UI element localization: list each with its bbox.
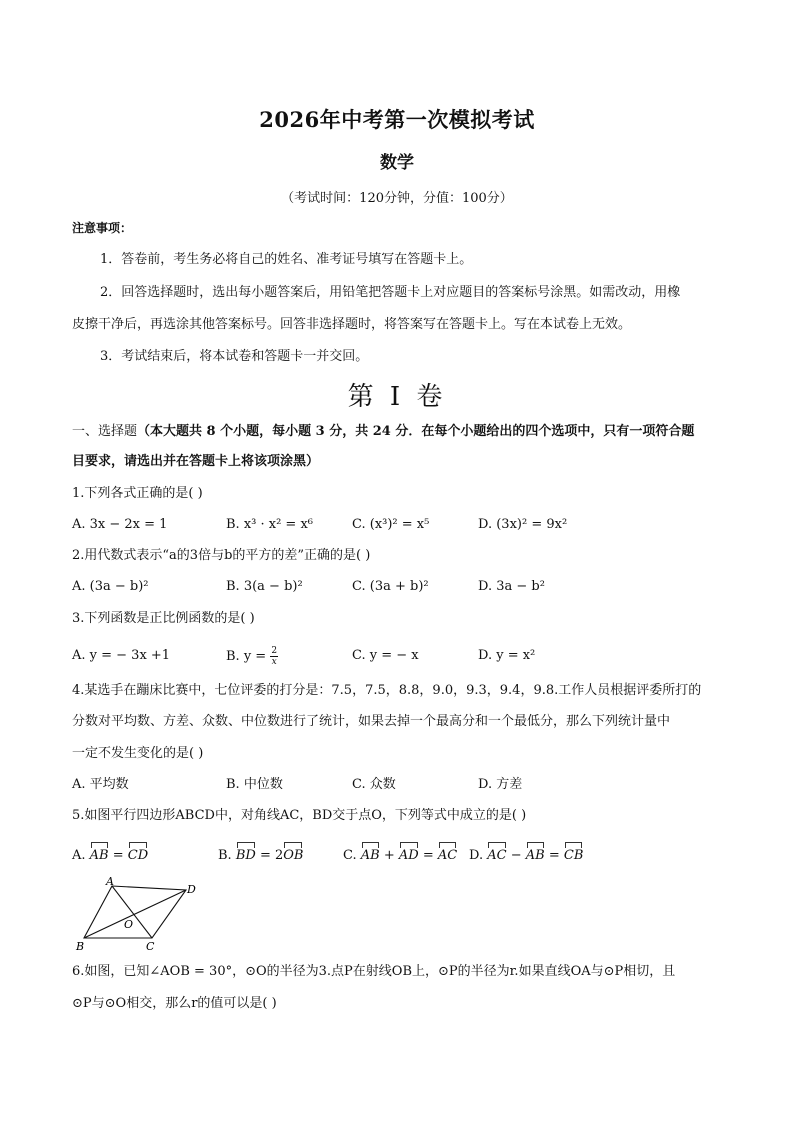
- q4-line-3: 一定不发生变化的是( ): [72, 746, 204, 761]
- equals-sign: =: [108, 848, 128, 863]
- notice-item-1: 1．答卷前，考生务必将自己的姓名、准考证号填写在答题卡上。: [100, 252, 473, 267]
- q3-option-b-prefix: B. y =: [226, 649, 267, 664]
- vector-ac: AC: [438, 842, 457, 866]
- vector-ab: AB: [90, 842, 109, 866]
- label-a: A: [106, 876, 114, 888]
- q3-option-a: A. y = − 3x +1: [72, 648, 171, 663]
- part1-description: [72, 422, 694, 442]
- part1-lead: 一、选择题: [72, 424, 138, 439]
- q6-line-2: ⊙P与⊙O相交，那么r的值可以是( ): [72, 996, 277, 1011]
- q1-stem: 1.下列各式正确的是( ): [72, 486, 203, 501]
- q4-option-a: A. 平均数: [72, 777, 129, 792]
- q4-option-d: D. 方差: [478, 777, 523, 792]
- q2-option-d: D. 3a − b²: [478, 579, 545, 594]
- q3-fraction: [270, 646, 278, 667]
- q2-stem: 2.用代数式表示“a的3倍与b的平方的差”正确的是( ): [72, 548, 371, 563]
- q1-option-c: C. (x³)² = x⁵: [352, 517, 430, 532]
- q4-line-2: 分数对平均数、方差、众数、中位数进行了统计，如果去掉一个最高分和一个最低分，那么下列统计量中: [72, 714, 671, 729]
- vector-ad: AD: [399, 842, 419, 866]
- q5-option-c-label: C.: [343, 848, 357, 863]
- q5-option-d-label: D.: [469, 848, 484, 863]
- part1-desc-line-2: 目要求，请选出并在答题卡上将该项涂黑）: [72, 454, 320, 469]
- q5-option-a-label: A.: [72, 848, 86, 863]
- q5-option-c: [343, 842, 457, 866]
- q2-option-c: C. (3a + b)²: [352, 579, 429, 594]
- diagonal-bd: [84, 890, 186, 938]
- subject-title: 数学: [380, 153, 414, 173]
- minus-sign: −: [506, 848, 526, 863]
- q5-stem: 5.如图平行四边形ABCD中，对角线AC，BD交于点O，下列等式中成立的是( ): [72, 808, 527, 823]
- label-b: B: [76, 940, 85, 953]
- notice-heading: 注意事项：: [72, 221, 133, 235]
- exam-info: （考试时间：120分钟，分值：100分）: [281, 191, 513, 206]
- q2-option-b: B. 3(a − b)²: [226, 579, 303, 594]
- q3-option-d: D. y = x²: [478, 648, 536, 663]
- vector-bd: BD: [236, 842, 256, 866]
- q6-line-1: 6.如图，已知∠AOB = 30°，⊙O的半径为3.点P在射线OB上，⊙P的半径为r.如果直线OA与⊙P相切，且: [72, 964, 676, 979]
- q5-option-a: [72, 842, 148, 866]
- label-d: D: [187, 883, 196, 896]
- q3-fraction-denominator: x: [271, 657, 277, 667]
- vector-ac: AC: [487, 842, 506, 866]
- equals-sign: =: [418, 848, 438, 863]
- q3-option-b: [226, 646, 278, 667]
- notice-item-3: 3．考试结束后，将本试卷和答题卡一并交回。: [100, 349, 369, 364]
- q3-stem: 3.下列函数是正比例函数的是( ): [72, 611, 255, 626]
- q2-option-a: A. (3a − b)²: [72, 579, 149, 594]
- parallelogram-figure: [74, 876, 204, 954]
- q1-option-b: B. x³ · x² = x⁶: [226, 517, 314, 532]
- q1-option-a: A. 3x − 2x = 1: [72, 517, 168, 532]
- label-c: C: [146, 940, 155, 953]
- q5-option-b-label: B.: [218, 848, 232, 863]
- vector-ob: OB: [283, 842, 303, 866]
- q3-fraction-numerator: 2: [271, 646, 278, 656]
- q1-option-d: D. (3x)² = 9x²: [478, 517, 568, 532]
- q4-line-1: 4.某选手在蹦床比赛中，七位评委的打分是：7.5，7.5，8.8，9.0，9.3，9.4，9.8.工作人员根据评委所打的: [72, 683, 702, 698]
- vector-ab: AB: [526, 842, 545, 866]
- q4-option-b: B. 中位数: [226, 777, 283, 792]
- notice-item-2-line-1: 2．回答选择题时，选出每小题答案后，用铅笔把答题卡上对应题目的答案标号涂黑。如需改动，用橡: [100, 285, 681, 300]
- vector-ab: AB: [361, 842, 380, 866]
- q5-option-d: [469, 842, 583, 866]
- equals-sign: =: [544, 848, 564, 863]
- section-title: 第 I 卷: [347, 382, 447, 412]
- notice-item-2-line-2: 皮擦干净后，再选涂其他答案标号。回答非选择题时，将答案写在答题卡上。写在本试卷上无效。: [72, 317, 632, 332]
- q4-option-c: C. 众数: [352, 777, 396, 792]
- q5-option-b: [218, 842, 303, 866]
- label-o: O: [124, 918, 134, 931]
- plus-sign: +: [379, 848, 399, 863]
- equals-two: = 2: [255, 848, 284, 863]
- vector-cd: CD: [128, 842, 148, 866]
- exam-title: 2026年中考第一次模拟考试: [259, 107, 535, 132]
- q3-option-c: C. y = − x: [352, 648, 419, 663]
- part1-desc-bold: （本大题共 8 个小题，每小题 3 分，共 24 分．在每个小题给出的四个选项中，只有一项符合题: [137, 424, 695, 439]
- vector-cb: CB: [564, 842, 584, 866]
